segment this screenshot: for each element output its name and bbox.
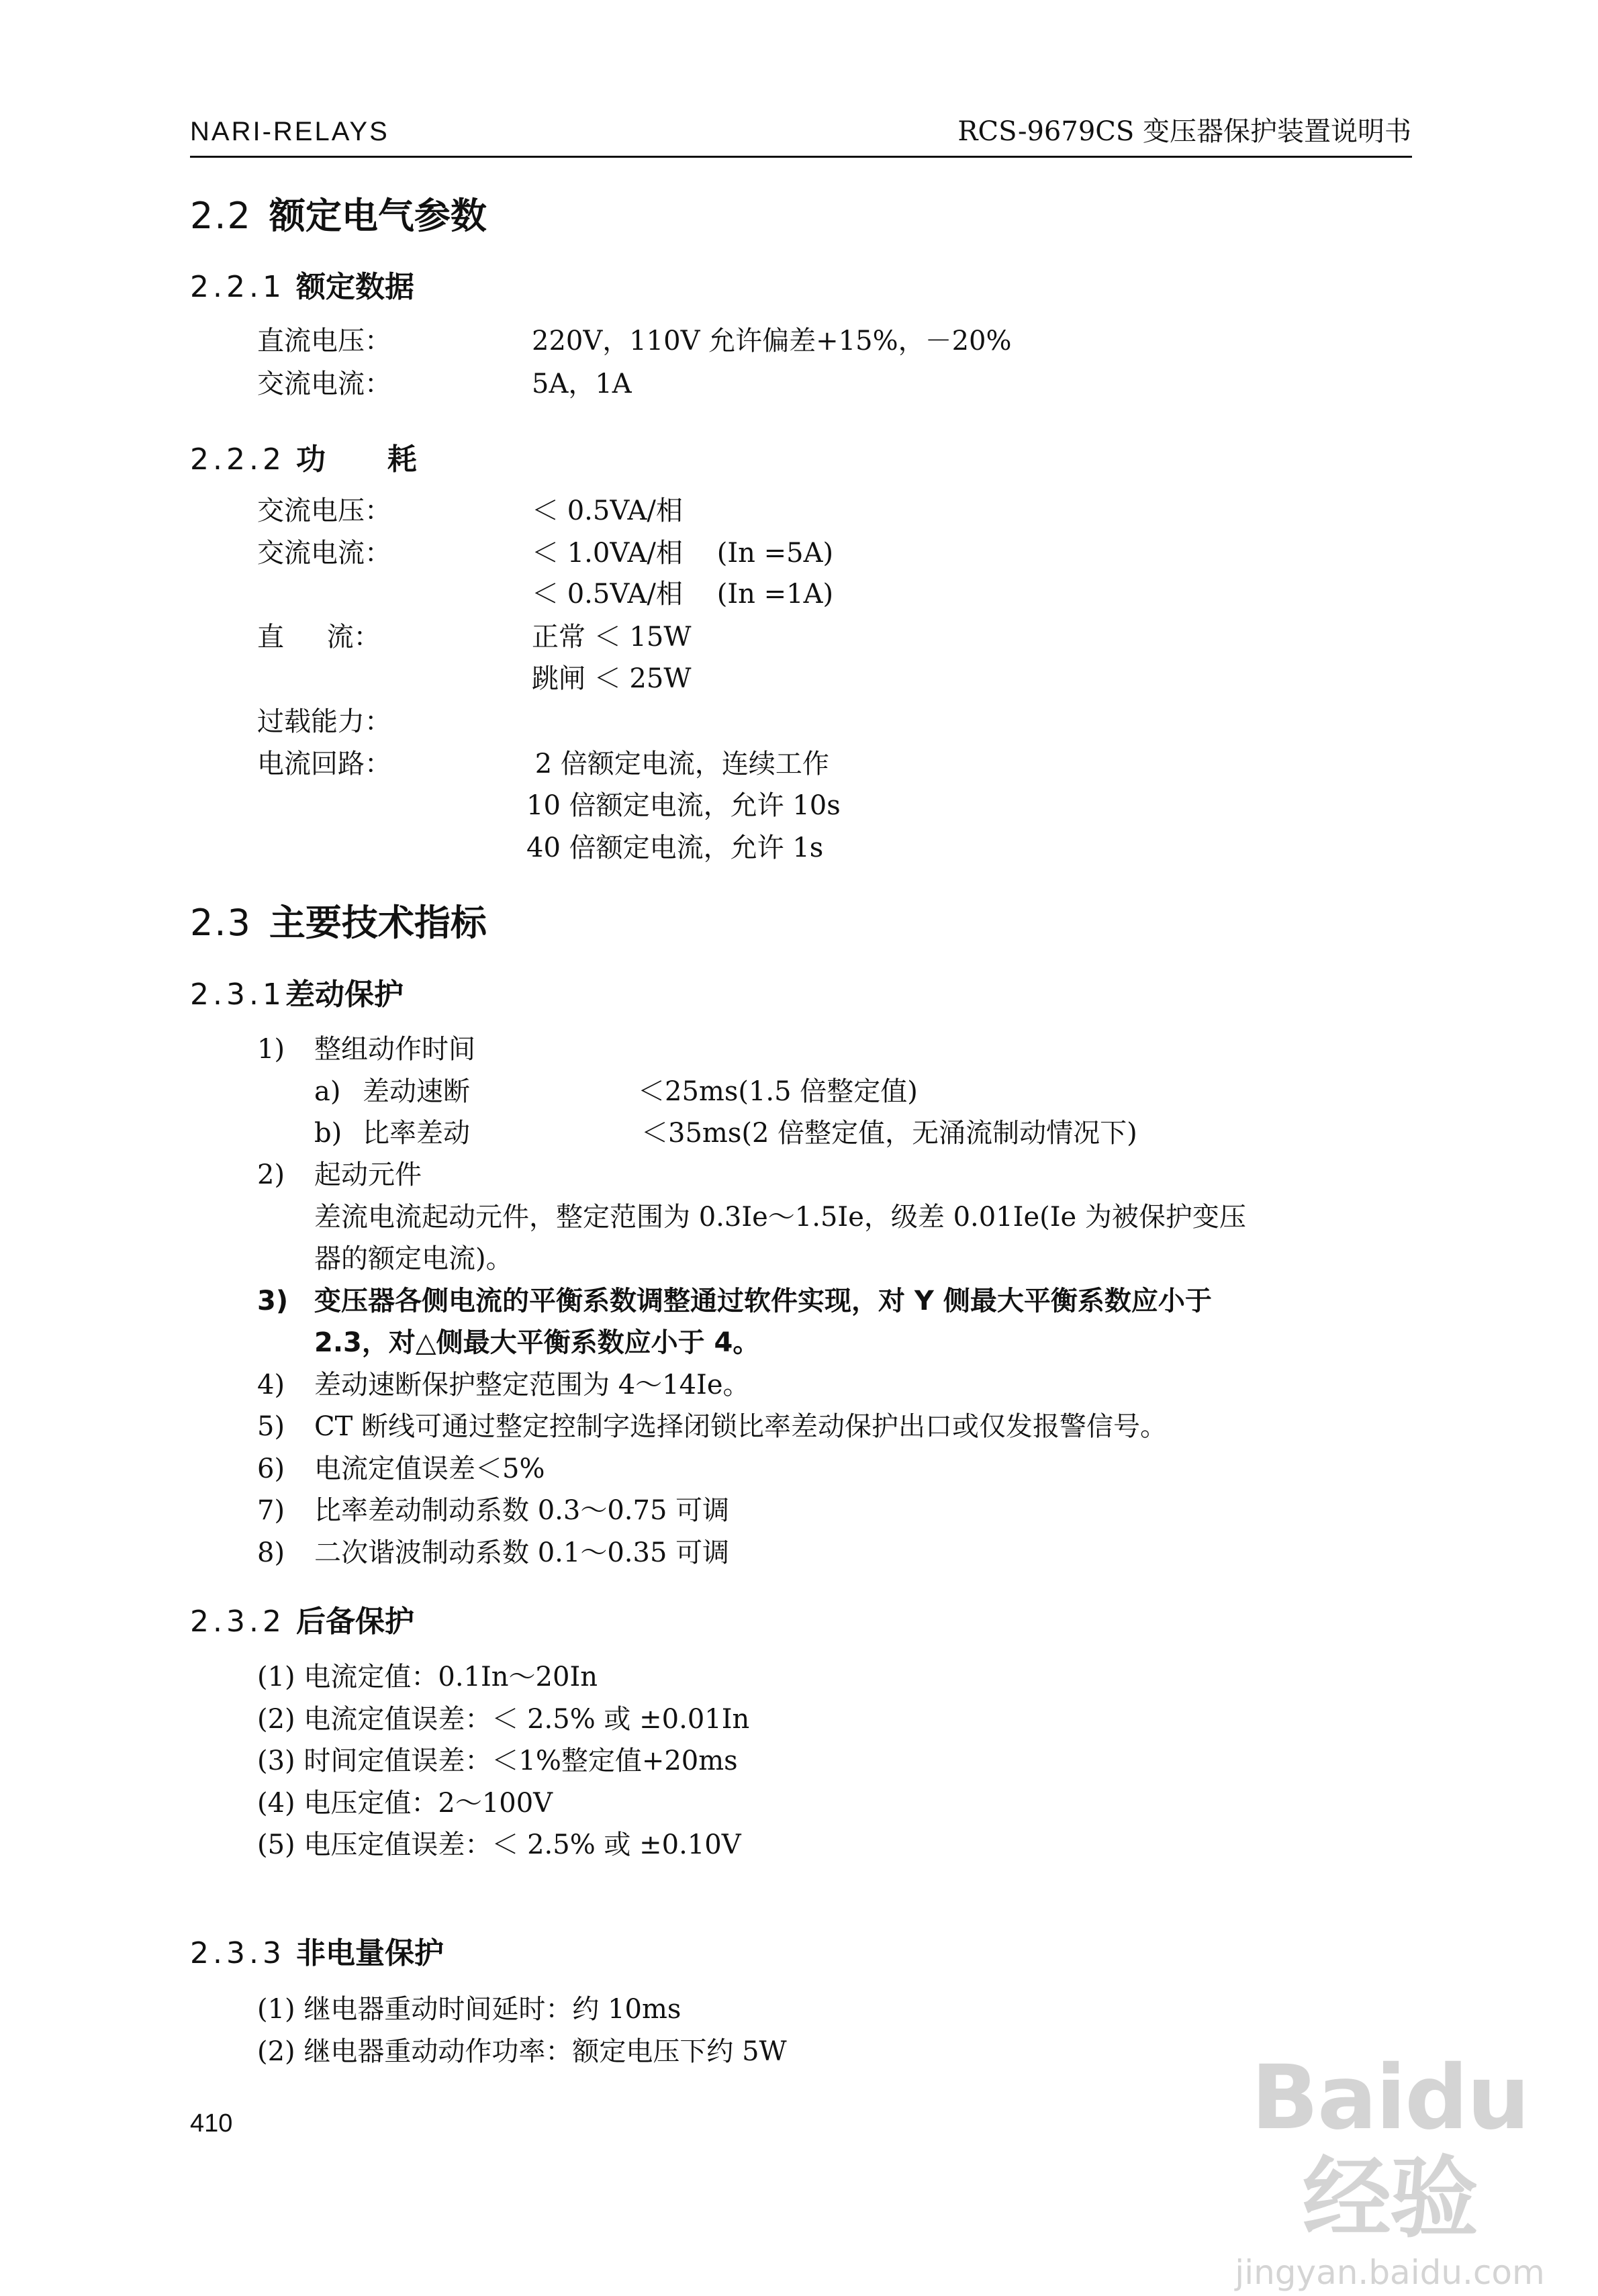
item-marker: a) <box>314 1076 341 1107</box>
param-value: 220V，110V 允许偏差+15%，－20% <box>532 326 1012 356</box>
param-value: ＜ 1.0VA/相 (In =5A) <box>532 538 834 569</box>
list-item: (1) 继电器重动时间延时：约 10ms <box>257 1994 682 2025</box>
section-2-3-heading <box>190 900 487 947</box>
item-marker: 7) <box>257 1495 285 1526</box>
param-label: 直 流： <box>257 622 381 653</box>
section-number: 2.2.2 <box>190 442 285 477</box>
section-title: 主要技术指标 <box>269 902 487 944</box>
item-marker: 1) <box>257 1034 285 1065</box>
list-item: (5) 电压定值误差：＜ 2.5% 或 ±0.10V <box>257 1829 741 1860</box>
item-text: 电流定值误差＜5% <box>314 1453 545 1484</box>
item-value: ＜25ms(1.5 倍整定值) <box>638 1076 918 1107</box>
param-value: 5A，1A <box>532 369 632 399</box>
item-marker: b) <box>314 1118 342 1149</box>
section-title: 后备保护 <box>295 1605 414 1639</box>
list-item: (1) 电流定值：0.1In～20In <box>257 1662 598 1692</box>
section-title: 功 耗 <box>295 442 417 477</box>
section-number: 2.3.3 <box>190 1936 285 1970</box>
section-title: 非电量保护 <box>295 1936 444 1970</box>
param-label: 过载能力： <box>257 706 391 737</box>
page-number: 410 <box>190 2109 233 2138</box>
param-value: ＜ 0.5VA/相 (In =1A) <box>532 579 834 610</box>
param-value: 40 倍额定电流，允许 1s <box>526 832 824 863</box>
section-title: 差动保护 <box>285 977 404 1012</box>
item-marker: 3) <box>257 1286 289 1317</box>
param-value: 正常 ＜ 15W <box>532 622 692 653</box>
list-item: (2) 电流定值误差：＜ 2.5% 或 ±0.01In <box>257 1704 750 1735</box>
param-value: ＜ 0.5VA/相 <box>532 495 683 526</box>
param-label: 电流回路： <box>257 749 391 779</box>
item-text: 起动元件 <box>314 1159 422 1190</box>
param-label: 交流电流： <box>257 369 391 399</box>
section-title: 额定数据 <box>295 270 414 304</box>
section-2-3-3-heading <box>190 1933 444 1974</box>
watermark-url: jingyan.baidu.com <box>1235 2253 1545 2292</box>
section-number: 2.2 <box>190 195 252 237</box>
header-doc-title: RCS-9679CS 变压器保护装置说明书 <box>957 116 1411 147</box>
item-text: 二次谐波制动系数 0.1～0.35 可调 <box>314 1537 730 1568</box>
item-marker: 8) <box>257 1537 285 1568</box>
item-text: CT 断线可通过整定控制字选择闭锁比率差动保护出口或仅发报警信号。 <box>314 1411 1167 1442</box>
section-title: 额定电气参数 <box>269 195 487 237</box>
section-number: 2.3 <box>190 902 252 944</box>
param-label: 直流电压： <box>257 326 391 356</box>
item-marker: 5) <box>257 1411 285 1442</box>
item-text: 比率差动制动系数 0.3～0.75 可调 <box>314 1495 730 1526</box>
param-value: 跳闸 ＜ 25W <box>532 663 692 694</box>
item-label: 差动速断 <box>363 1076 470 1107</box>
watermark-logo: Baidu经验 <box>1251 2046 1529 2250</box>
item-value: ＜35ms(2 倍整定值，无涌流制动情况下) <box>641 1118 1137 1149</box>
item-text: 器的额定电流)。 <box>314 1243 513 1274</box>
header-rule <box>190 156 1412 158</box>
section-2-2-heading <box>190 193 487 240</box>
item-label: 比率差动 <box>363 1118 470 1149</box>
section-2-2-1-heading <box>190 267 414 307</box>
param-value: 2 倍额定电流，连续工作 <box>526 749 829 779</box>
section-number: 2.3.2 <box>190 1605 285 1639</box>
header-brand: NARI-RELAYS <box>190 117 389 146</box>
section-number: 2.3.1 <box>190 977 285 1012</box>
list-item: (2) 继电器重动动作功率：额定电压下约 5W <box>257 2036 787 2067</box>
item-marker: 6) <box>257 1453 285 1484</box>
section-number: 2.2.1 <box>190 270 285 304</box>
item-marker: 4) <box>257 1370 285 1400</box>
item-marker: 2) <box>257 1159 285 1190</box>
item-text: 整组动作时间 <box>314 1034 475 1065</box>
section-2-3-2-heading <box>190 1602 414 1642</box>
param-value: 10 倍额定电流，允许 10s <box>526 790 841 821</box>
section-2-3-1-heading <box>190 975 404 1015</box>
item-text-bold: 2.3，对△侧最大平衡系数应小于 4。 <box>314 1327 760 1358</box>
param-label: 交流电流： <box>257 538 391 569</box>
item-text: 差流电流起动元件，整定范围为 0.3Ie～1.5Ie，级差 0.01Ie(Ie 为被保护变压 <box>314 1202 1246 1233</box>
list-item: (4) 电压定值：2～100V <box>257 1788 553 1819</box>
section-2-2-2-heading <box>190 440 417 480</box>
item-text: 差动速断保护整定范围为 4～14Ie。 <box>314 1370 750 1400</box>
baidu-watermark <box>1209 2046 1571 2292</box>
param-label: 交流电压： <box>257 495 391 526</box>
list-item: (3) 时间定值误差：＜1%整定值+20ms <box>257 1745 738 1776</box>
item-text-bold: 变压器各侧电流的平衡系数调整通过软件实现，对 Y 侧最大平衡系数应小于 <box>314 1286 1212 1317</box>
